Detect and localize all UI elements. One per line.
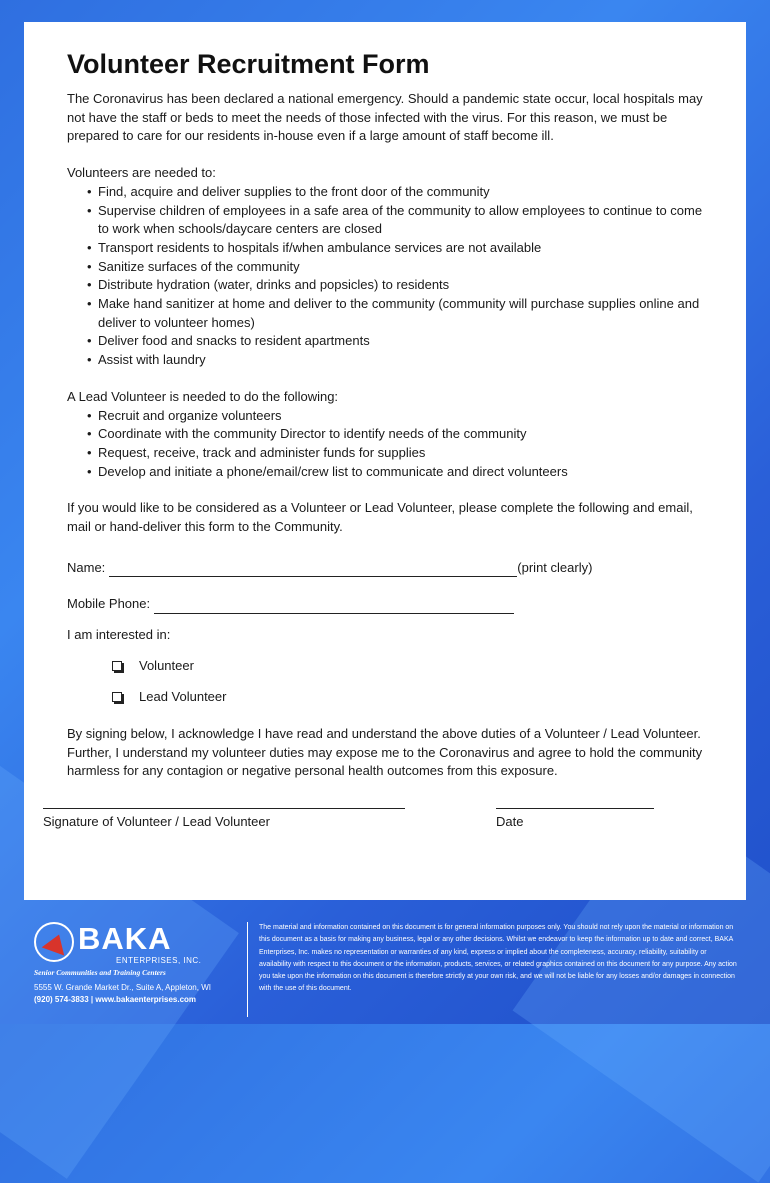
volunteer-checkbox[interactable] <box>112 661 122 671</box>
instructions-paragraph: If you would like to be considered as a Volunteer or Lead Volunteer, please complete the following and email, mail or hand-deliver this form to the Community. <box>67 500 693 535</box>
bird-icon <box>42 930 71 955</box>
company-address: 5555 W. Grande Market Dr., Suite A, Appleton, WI <box>34 983 211 992</box>
logo-name: BAKA <box>78 921 172 956</box>
signature-field[interactable] <box>43 808 405 809</box>
lead-volunteer-checkbox[interactable] <box>112 692 122 702</box>
phone-label: Mobile Phone: <box>67 596 151 612</box>
list-item: • Coordinate with the community Director to identify needs of the community <box>87 425 706 444</box>
mobile-phone-field[interactable] <box>154 599 514 614</box>
lead-task-list <box>67 407 706 482</box>
phone-field-row <box>67 595 706 614</box>
volunteers-heading: Volunteers are needed to: <box>67 165 216 181</box>
intro-paragraph: The Coronavirus has been declared a national emergency. Should a pandemic state occur, local hospitals may not have the staff or beds to meet the needs of those infected with the virus. For this reason, we must be prepared to care for our residents in-house even if a large amount of staff become ill. <box>67 91 703 144</box>
lead-volunteer-option-label: Lead Volunteer <box>139 689 227 705</box>
disclaimer-text: The material and information contained on this document is for general information purposes only. You should not rely upon the material or information on this document as a basis for making any business, legal or any other decisions. Whilst we endeavor to keep the information up to date and correct, BAKA Enterprises, Inc. makes no representation or warranties of any kind, express or implied about the completeness, accuracy, reliability, suitability or availability with respect to this document or the information, products, services, or related graphics contained on this document for any purpose. Any action you take upon the information on this document is therefore strictly at your own risk, and we will not be liable for any losses and/or damages in connection with the use of this document. <box>259 924 737 993</box>
list-item: • Request, receive, track and administer funds for supplies <box>87 444 706 463</box>
logo-circle-icon <box>34 922 74 962</box>
volunteer-option-label: Volunteer <box>139 658 194 674</box>
company-tagline: Senior Communities and Training Centers <box>34 968 166 977</box>
lead-heading: A Lead Volunteer is needed to do the following: <box>67 388 339 404</box>
footer-divider <box>247 922 248 1017</box>
list-item: • Distribute hydration (water, drinks and popsicles) to residents <box>87 276 706 295</box>
logo-subtitle: ENTERPRISES, INC. <box>116 956 202 965</box>
list-item: • Supervise children of employees in a safe area of the community to allow employees to continue to come to work when schools/daycare centers are closed <box>87 202 706 239</box>
list-item: • Sanitize surfaces of the community <box>87 258 706 277</box>
volunteer-option[interactable] <box>112 651 706 682</box>
name-field[interactable] <box>109 562 517 577</box>
company-logo <box>34 922 244 1012</box>
form-page <box>24 22 746 900</box>
footer <box>0 900 770 1024</box>
name-suffix: (print clearly) <box>517 559 593 575</box>
signature-label: Signature of Volunteer / Lead Volunteer <box>43 814 270 829</box>
date-field[interactable] <box>496 808 654 809</box>
page-title: Volunteer Recruitment Form <box>67 49 430 79</box>
company-address-block <box>34 982 211 1006</box>
list-item: • Find, acquire and deliver supplies to the front door of the community <box>87 183 706 202</box>
name-label: Name: <box>67 559 106 575</box>
date-label: Date <box>496 814 524 829</box>
name-field-row <box>67 559 706 578</box>
lead-volunteer-option[interactable] <box>112 682 706 713</box>
list-item: • Deliver food and snacks to resident apartments <box>87 332 706 351</box>
list-item: • Transport residents to hospitals if/when ambulance services are not available <box>87 239 706 258</box>
company-contact: (920) 574-3833 | www.bakaenterprises.com <box>34 995 197 1004</box>
acknowledgement-paragraph: By signing below, I acknowledge I have read and understand the above duties of a Volunteer / Lead Volunteer. Further, I understand my volunteer duties may expose me to the Coronavirus and agree to hold the community harmless for any contagion or negative personal health outcomes from this exposure. <box>67 725 703 779</box>
list-item: • Develop and initiate a phone/email/crew list to communicate and direct volunteers <box>87 463 706 482</box>
list-item: • Make hand sanitizer at home and deliver to the community (community will purchase supplies online and deliver to volunteer homes) <box>87 295 706 332</box>
list-item: • Recruit and organize volunteers <box>87 407 706 426</box>
list-item: • Assist with laundry <box>87 351 706 370</box>
interest-label: I am interested in: <box>67 627 171 643</box>
volunteer-task-list <box>67 183 706 370</box>
